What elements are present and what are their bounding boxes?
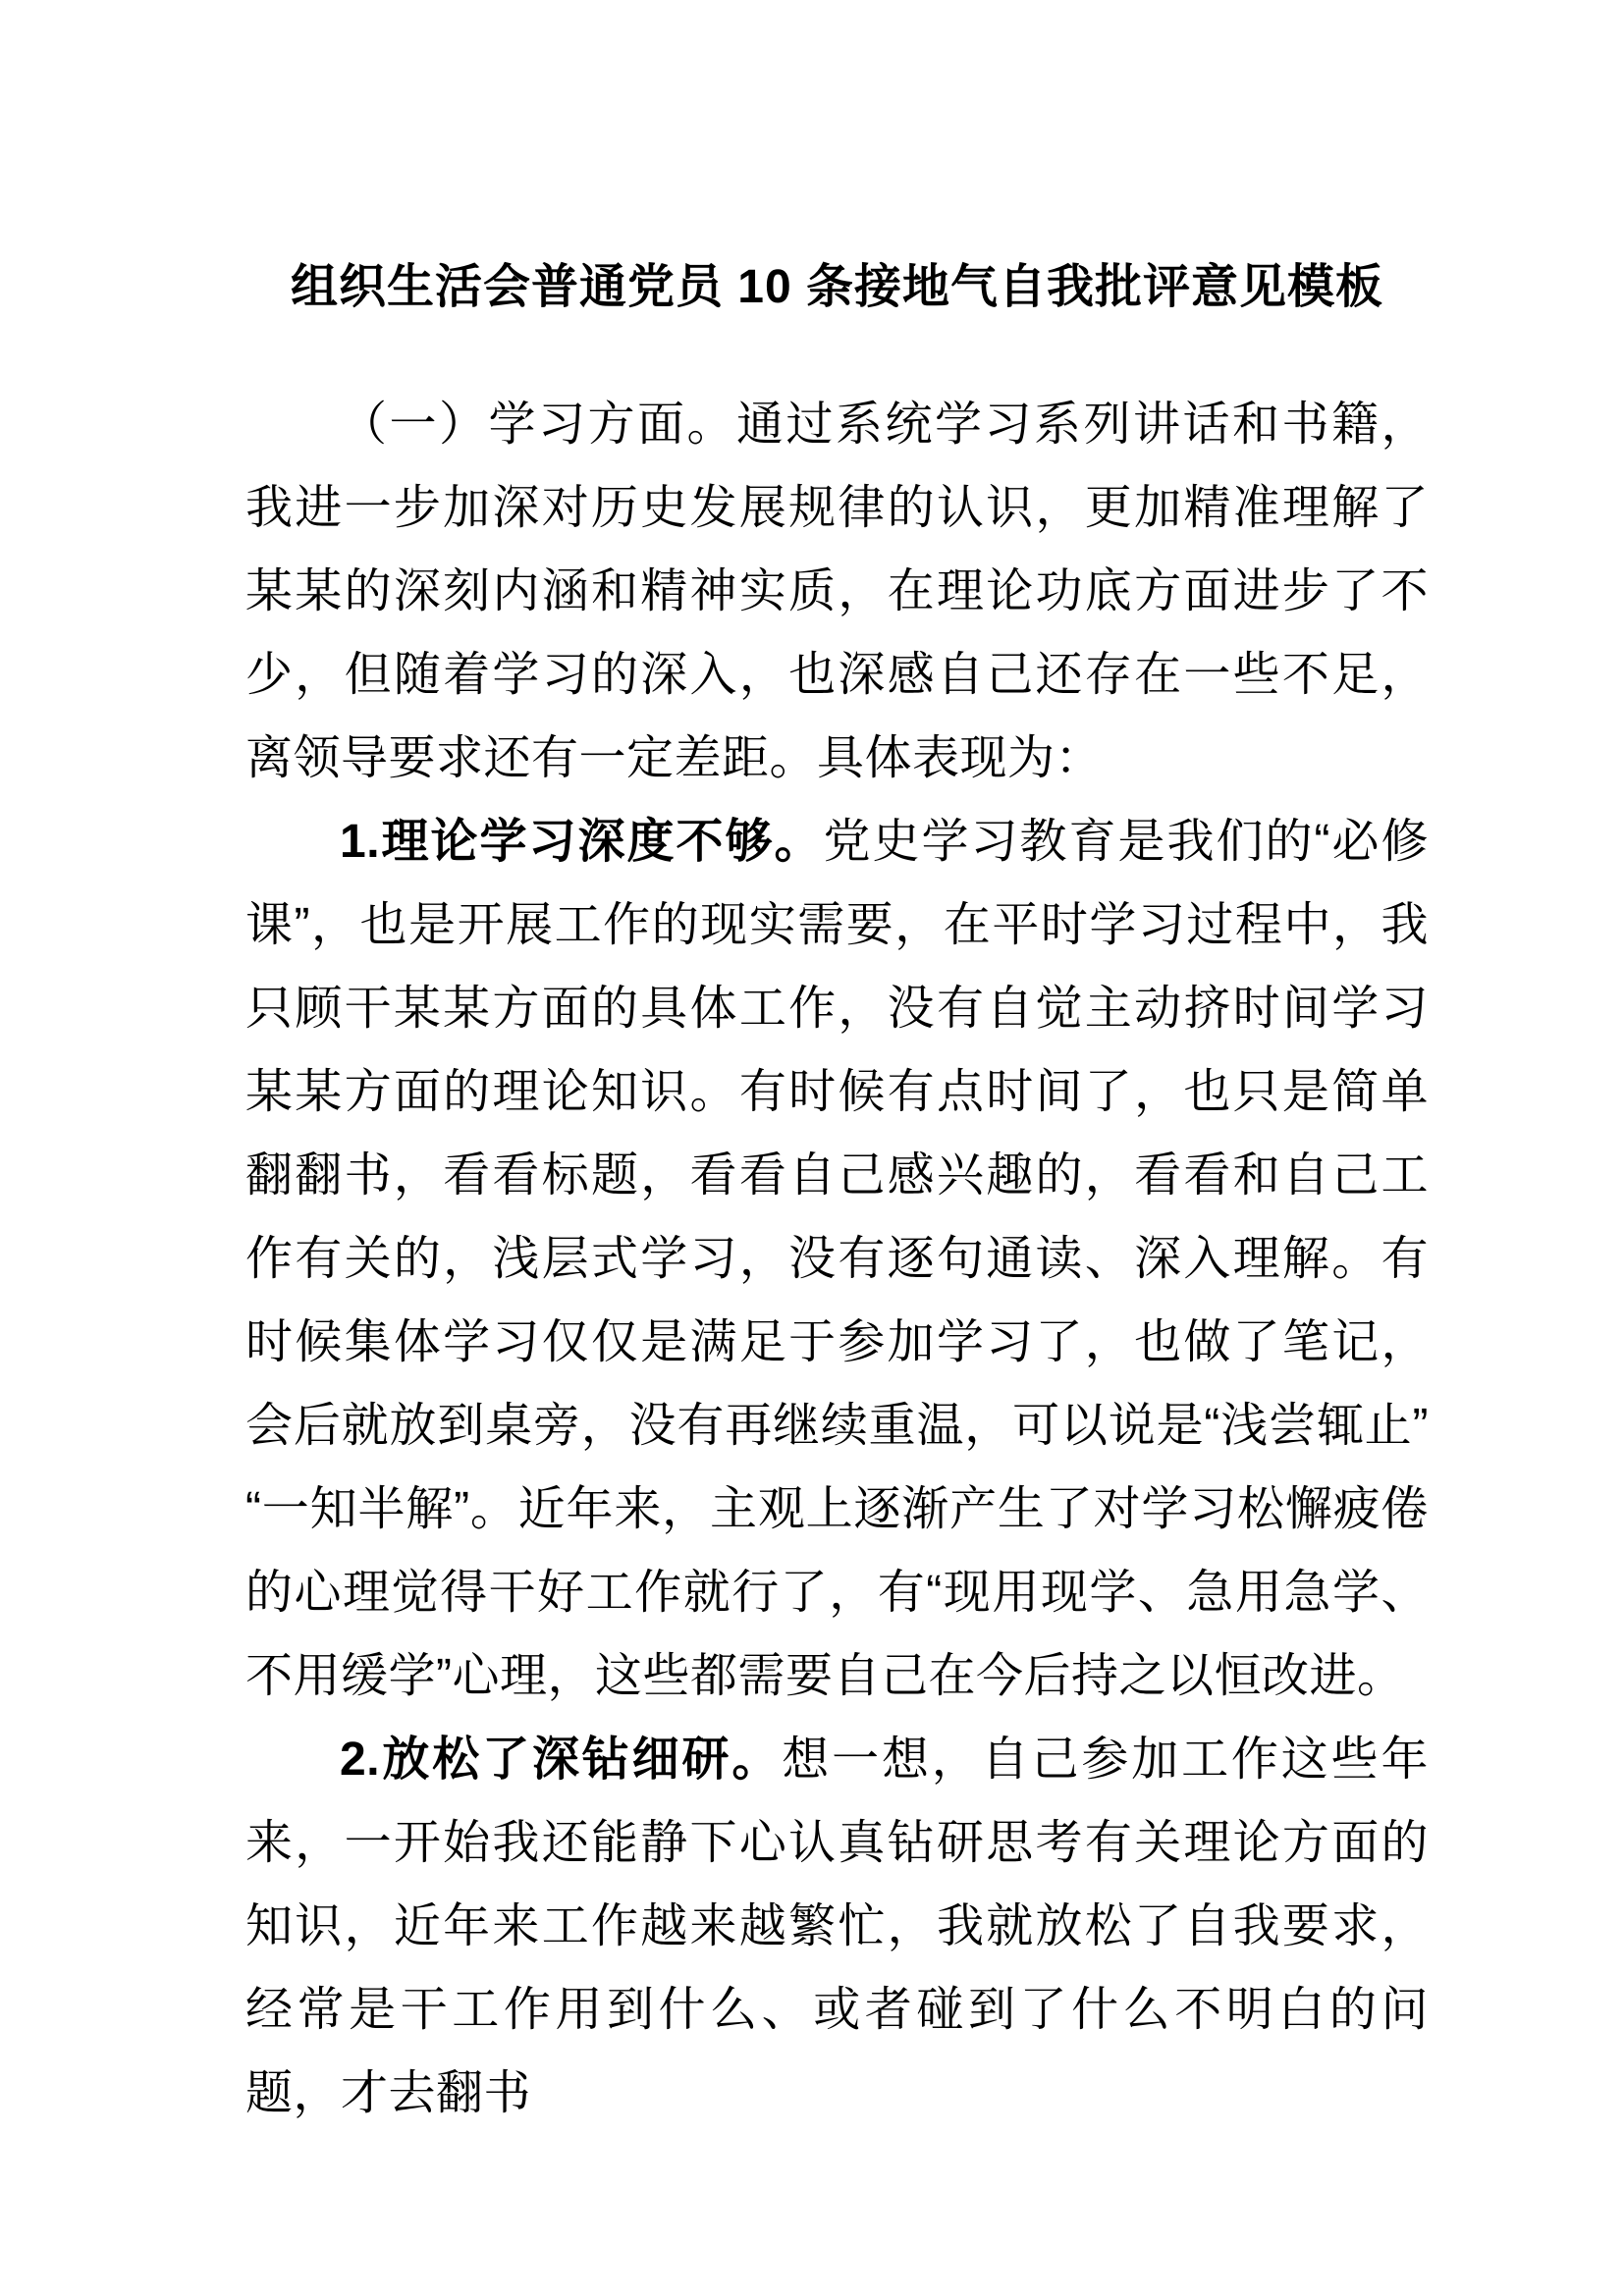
paragraph-point-1 bbox=[245, 800, 1429, 1718]
paragraph-intro bbox=[245, 383, 1429, 800]
paragraph-lead: 2.放松了深钻细研。 bbox=[340, 1734, 783, 1786]
paragraph-point-2 bbox=[245, 1718, 1429, 2135]
paragraph-text: （一）学习方面。通过系统学习系列讲话和书籍，我进一步加深对历史发展规律的认识，更加精准理解了某某的深刻内涵和精神实质，在理论功底方面进步了不少，但随着学习的深入，也深感自己还存在一些不足，离领导要求还有一定差距。具体表现为： bbox=[245, 399, 1429, 784]
document-title: 组织生活会普通党员 10 条接地气自我批评意见模板 bbox=[290, 261, 1384, 313]
paragraph-lead: 1.理论学习深度不够。 bbox=[340, 816, 824, 868]
paragraph-text: 党史学习教育是我们的“必修课”，也是开展工作的现实需要，在平时学习过程中，我只顾干某某方面的具体工作，没有自觉主动挤时间学习某某方面的理论知识。有时候有点时间了，也只是简单翻翻书，看看标题，看看自己感兴趣的，看看和自己工作有关的，浅层式学习，没有逐句通读、深入理解。有时候集体学习仅仅是满足于参加学习了，也做了笔记，会后就放到桌旁，没有再继续重温，可以说是“浅尝辄止” “一知半解”。近年来，主观上逐渐产生了对学习松懈疲倦的心理觉得干好工作就行了，有“现用现学、急用急学、不用缓学”心理，这些都需要自己在今后持之以恒改进。 bbox=[245, 816, 1429, 1702]
paragraph-text: 想一想，自己参加工作这些年来，一开始我还能静下心认真钻研思考有关理论方面的知识，近年来工作越来越繁忙，我就放松了自我要求，经常是干工作用到什么、或者碰到了什么不明白的问题，才去翻书 bbox=[245, 1734, 1429, 2119]
